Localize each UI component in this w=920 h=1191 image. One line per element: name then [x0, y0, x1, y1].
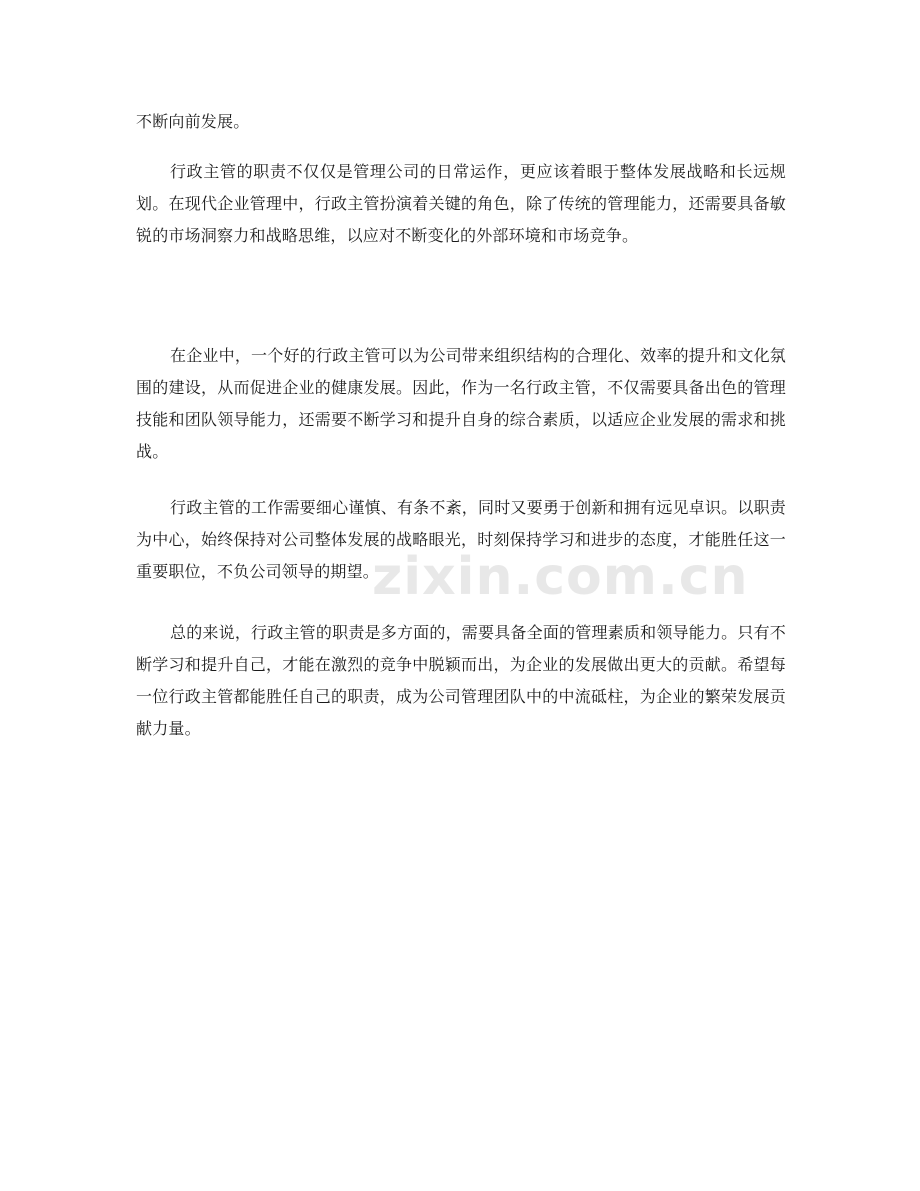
- paragraph-3: 行政主管的工作需要细心谨慎、有条不紊，同时又要勇于创新和拥有远见卓识。以职责为中心，始终保持对公司整体发展的战略眼光，时刻保持学习和进步的态度，才能胜任这一重要职位，不负公司领导的期望。: [136, 498, 786, 581]
- paragraph-2: 在企业中，一个好的行政主管可以为公司带来组织结构的合理化、效率的提升和文化氛围的建设，从而促进企业的健康发展。因此，作为一名行政主管，不仅需要具备出色的管理技能和团队领导能力，还需要不断学习和提升自身的综合素质，以适应企业发展的需求和挑战。: [136, 346, 786, 461]
- paragraph-1: 行政主管的职责不仅仅是管理公司的日常运作，更应该着眼于整体发展战略和长远规划。在现代企业管理中，行政主管扮演着关键的角色，除了传统的管理能力，还需要具备敏锐的市场洞察力和战略思维，以应对不断变化的外部环境和市场竞争。: [136, 162, 786, 245]
- paragraph-4: 总的来说，行政主管的职责是多方面的，需要具备全面的管理素质和领导能力。只有不断学习和提升自己，才能在激烈的竞争中脱颖而出，为企业的发展做出更大的贡献。希望每一位行政主管都能胜任自己的职责，成为公司管理团队中的中流砥柱，为企业的繁荣发展贡献力量。: [136, 623, 786, 738]
- lead-line: 不断向前发展。: [136, 112, 250, 131]
- watermark: zixin.com.cn: [372, 547, 749, 607]
